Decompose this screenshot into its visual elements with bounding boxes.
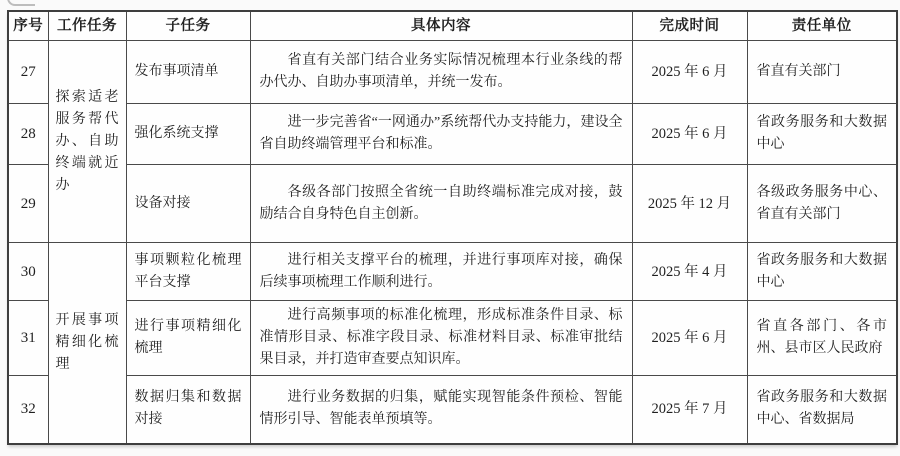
table-row-27 <box>8 41 897 104</box>
row-28-unit: 省政务服务和大数据中心 <box>747 104 897 165</box>
table-row-32 <box>8 376 897 444</box>
table-row-29 <box>8 165 897 243</box>
row-28-time: 2025 年 6 月 <box>632 104 747 165</box>
header-cell-time: 完成时间 <box>632 11 747 41</box>
header-cell-subtask: 子任务 <box>126 11 250 41</box>
row-30-no: 30 <box>8 243 48 301</box>
row-28-content: 进一步完善省“一网通办”系统帮代办支持能力，建设全省自助终端管理平台和标准。 <box>250 104 632 165</box>
row-30-time: 2025 年 4 月 <box>632 243 747 301</box>
page-edge-artifact <box>7 0 35 6</box>
task-group-2: 开展事项精细化梳理 <box>48 243 126 444</box>
row-27-subtask: 发布事项清单 <box>126 41 250 104</box>
row-32-time: 2025 年 7 月 <box>632 376 747 444</box>
row-31-unit: 省直各部门、各市州、县市区人民政府 <box>747 301 897 376</box>
row-31-content: 进行高频事项的标准化梳理，形成标准条件目录、标准情形目录、标准字段目录、标准材料目录、标准审批结果目录，并打造审查要点知识库。 <box>250 301 632 376</box>
row-31-subtask: 进行事项精细化梳理 <box>126 301 250 376</box>
row-32-no: 32 <box>8 376 48 444</box>
table-row-31 <box>8 301 897 376</box>
header-row <box>8 11 897 41</box>
header-cell-unit: 责任单位 <box>747 11 897 41</box>
row-27-no: 27 <box>8 41 48 104</box>
table-row-30 <box>8 243 897 301</box>
row-30-unit: 省政务服务和大数据中心 <box>747 243 897 301</box>
row-28-subtask: 强化系统支撑 <box>126 104 250 165</box>
row-30-content: 进行相关支撑平台的梳理，并进行事项库对接，确保后续事项梳理工作顺利进行。 <box>250 243 632 301</box>
row-28-no: 28 <box>8 104 48 165</box>
header-cell-content: 具体内容 <box>250 11 632 41</box>
row-32-content: 进行业务数据的归集，赋能实现智能条件预检、智能情形引导、智能表单预填等。 <box>250 376 632 444</box>
row-29-no: 29 <box>8 165 48 243</box>
row-29-time: 2025 年 12 月 <box>632 165 747 243</box>
row-31-no: 31 <box>8 301 48 376</box>
header-cell-no: 序号 <box>8 11 48 41</box>
row-30-subtask: 事项颗粒化梳理平台支撑 <box>126 243 250 301</box>
row-29-unit: 各级政务服务中心、省直有关部门 <box>747 165 897 243</box>
row-29-content: 各级各部门按照全省统一自助终端标准完成对接，鼓励结合自身特色自主创新。 <box>250 165 632 243</box>
row-32-subtask: 数据归集和数据对接 <box>126 376 250 444</box>
row-27-time: 2025 年 6 月 <box>632 41 747 104</box>
row-32-unit: 省政务服务和大数据中心、省数据局 <box>747 376 897 444</box>
row-29-subtask: 设备对接 <box>126 165 250 243</box>
row-27-content: 省直有关部门结合业务实际情况梳理本行业条线的帮办代办、自助办事项清单，并统一发布。 <box>250 41 632 104</box>
header-cell-task: 工作任务 <box>48 11 126 41</box>
table-row-28 <box>8 104 897 165</box>
task-table <box>7 10 898 445</box>
task-group-1: 探索适老服务帮代办、自助终端就近办 <box>48 41 126 243</box>
row-31-time: 2025 年 6 月 <box>632 301 747 376</box>
row-27-unit: 省直有关部门 <box>747 41 897 104</box>
